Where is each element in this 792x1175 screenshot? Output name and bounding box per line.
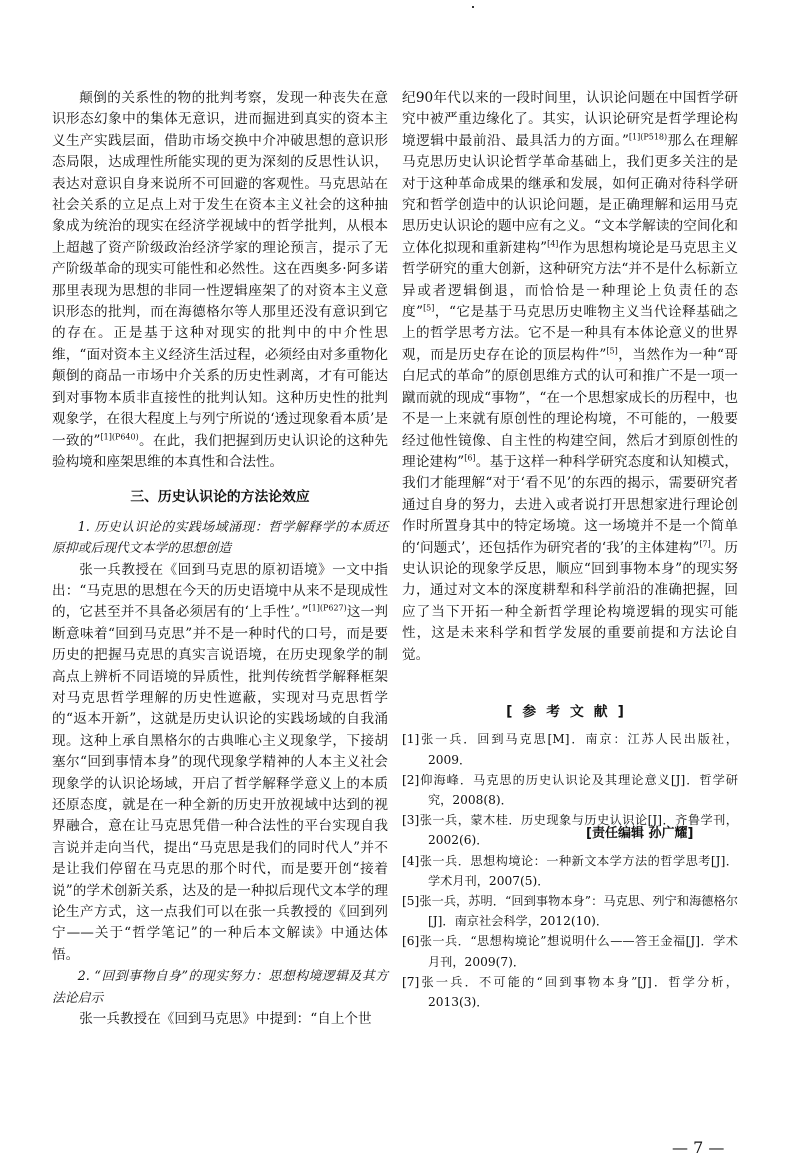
- citation-superscript: [1](P518): [628, 132, 668, 142]
- reference-item: [1]张一兵．回到马克思[M]．南京：江苏人民出版社，2009．: [402, 732, 738, 767]
- paragraph: [52, 88, 388, 473]
- paragraph-text: 那么在理解马克思历史认识论哲学革命基础上，我们更多关注的是对于这种革命成果的继承和发展，如何正确对待科学研究和哲学创造中的认识论问题，是正确理解和运用马克思历史认识论的题中应有之义。“文本学解读的空间化和立体化拟现和重新建构”: [402, 132, 738, 256]
- paragraph-text: 颠倒的关系性的物的批判考察，发现一种丧失在意识形态幻象中的集体无意识，进而掘进到真实的资本主义生产实践层面，借助市场交换中介冲破思想的意识形态局限，达成理性所能实现的更为深刻的反思性认识，表达对意识自身来说所不可回避的客观性。马克思站在社会关系的立足点上对于发生在资本主义社会的这种抽象成为统治的现实在经济学视域中的哲学批判，从根本上超越了资产阶级政治经济学家的理论预言，提示了无产阶级革命的现实可能性和必然性。这在西奥多·阿多诺那里表现为思想的非同一性逻辑座架了的对资本主义意识形态的批判，而在海德格尔等人那里还没有意识到它的存在。正是基于这种对现实的批判中的中介性思维，“面对资本主义经济生活过程，必须经由对多重物化颠倒的商品一市场中介关系的历史性剥离，才有可能达到对事物本质非直接性的批判认知。这种历史性的批判观象学，在很大程度上与列宁所说的‘透过现象看本质’是一致的”: [52, 90, 388, 449]
- left-column: [52, 88, 388, 1030]
- references-heading: [参考文献]: [506, 703, 634, 720]
- paragraph-text: 。在此，我们把握到历史认识论的这种先验构境和座架思维的本真性和合法性。: [52, 432, 389, 470]
- reference-item: [6]张一兵．“思想构境论”想说明什么——答王金福[J]．学术月刊，2009(7)．: [402, 934, 738, 969]
- scan-dot: [472, 6, 474, 8]
- citation-superscript: [1](P640): [100, 431, 139, 441]
- reference-item: [5]张一兵，苏明．“回到事物本身”：马克思、列宁和海德格尔[J]．南京社会科学，2012(10)．: [402, 894, 738, 929]
- right-column: [402, 88, 738, 1012]
- citation-superscript: [5]: [606, 346, 618, 356]
- paragraph-text: 。基于这样一种科学研究态度和认知模式，我们才能理解“对于‘看不见’的东西的揭示，需要研究者通过自身的努力，去进入或者说打开思想家进行理论创作时所置身其中的特定场境。这一场境并不是一个简单的‘问题式’，还包括作为研究者的‘我’的主体建构”: [402, 453, 738, 556]
- reference-item: [4]张一兵．思想构境论：一种新文本学方法的哲学思考[J]．学术月刊，2007(5)．: [402, 853, 738, 888]
- paragraph: 张一兵教授在《回到马克思》中提到：“自上个世: [79, 1011, 372, 1028]
- reference-item: [2]仰海峰．马克思的历史认识论及其理论意义[J]．哲学研究，2008(8)．: [402, 772, 738, 807]
- paragraph-text: ，当然作为一种“哥白尼式的革命”的原创思维方式的认可和推广不是一项一蹴而就的现成“事物”，“在一个思想家成长的历程中，也不是一上来就有原创性的理论构境，不可能的，一般要经过他性镜像、自主性的构建空间，然后才到原创性的理论建构”: [402, 346, 739, 470]
- citation-superscript: [7]: [699, 539, 711, 548]
- citation-superscript: [1](P627): [308, 603, 347, 613]
- paragraph-text: 纪90年代以来的一段时间里，认识论问题在中国哲学研究中被严重边缘化了。其实，认识论研究是哲学理论构境逻辑中最前沿、最具活力的方面。”: [402, 90, 738, 149]
- paragraph: [402, 88, 738, 666]
- citation-superscript: [5]: [423, 303, 435, 313]
- paragraph: [52, 560, 388, 967]
- subsection-heading: 1. 历史认识论的实践场域涌现：哲学解释学的本质还原抑或后现代文本学的思想创造: [52, 519, 388, 557]
- page-number: — 7 —: [672, 1138, 725, 1157]
- paragraph-text: 。历史认识论的现象学反思，顺应“回到事物本身”的现实努力，通过对文本的深度耕犁和科学前沿的准确把握，回应了当下开拓一种全新哲学理论构境逻辑的现实可能性，这是未来科学和哲学发展的重要前提和方法论自觉。: [402, 539, 739, 663]
- editor-credit: [责任编辑 孙广耀]: [586, 826, 694, 841]
- citation-superscript: [6]: [464, 453, 476, 463]
- paragraph-text: ，“它是基于马克思历史唯物主义当代诠释基础之上的哲学思考方法。它不是一种具有本体论意义的世界观，而是历史存在论的顶层构件”: [402, 304, 739, 363]
- section-heading: 三、历史认识论的方法论效应: [130, 489, 310, 506]
- citation-superscript: [4]: [547, 239, 559, 249]
- reference-list: [402, 729, 738, 1012]
- paragraph-text: 这一判断意味着“回到马克思”并不是一种时代的口号，而是要历史的把握马克思的真实言说语境，在历史现象学的制高点上辨析不同语境的异质性，批判传统哲学解释框架对马克思哲学理解的历史性遮蔽，实现对马克思哲学的“返本开新”，这就是历史认识论的实践场域的自我涌现。这种上承自黑格尔的古典唯心主义现象学，下接胡塞尔“回到事情本身”的现代现象学精神的人本主义社会现象学的认识论场域，开启了哲学解释学意义上的本质还原态度，就是在一种全新的历史开放视域中达到的视界融合，意在让马克思凭借一种合法性的平台实现自我言说并走向当代，提出“马克思是我们的同时代人”并不是让我们停留在马克思的那个时代，而是要开创“接着说”的学术创新关系，达及的是一种拟后现代文本学的理论生产方式，这一点我们可以在张一兵教授的《回到列宁——关于“哲学笔记”的一种后本文解读》中通达体悟。: [52, 604, 389, 963]
- subsection-heading: 2. “回到事物自身”的现实努力：思想构境逻辑及其方法论启示: [52, 969, 388, 1006]
- paragraph-text: 张一兵教授在《回到马克思的原初语境》一文中指出：“马克思的思想在今天的历史语境中从来不是现成性的，它甚至并不具备必须居有的‘上手性’。”: [52, 561, 388, 621]
- reference-item: [3]张一兵，蒙木桂．历史现象与历史认识论[J]．齐鲁学刊，2002(6)．: [402, 813, 738, 848]
- paragraph-text: 作为思想构境论是马克思主义哲学研究的重大创新，这种研究方法“并不是什么标新立异或者逻辑倒退，而恰恰是一种理论上负责任的态度”: [402, 239, 739, 321]
- reference-item: [7]张一兵．不可能的“回到事物本身”[J]．哲学分析，2013(3)．: [402, 974, 738, 1010]
